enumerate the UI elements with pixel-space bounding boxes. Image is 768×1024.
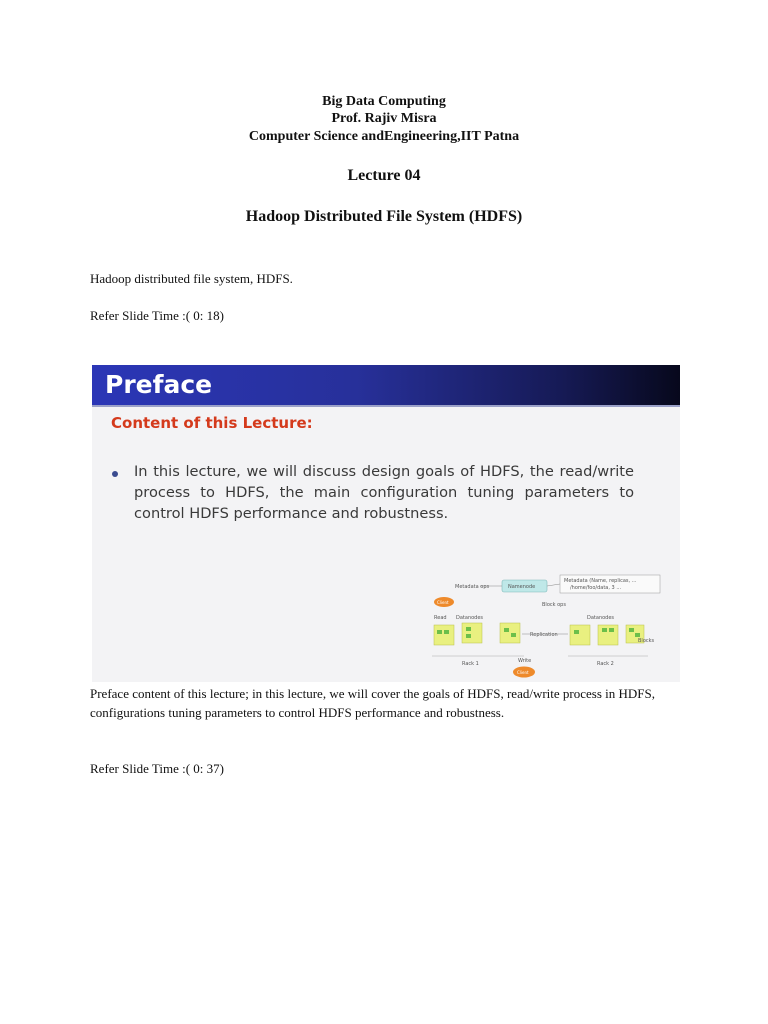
slide-subtitle: Content of this Lecture: (111, 414, 313, 432)
slide-caption-paragraph: Preface content of this lecture; in this lecture, we will cover the goals of HDFS, read/write process in HDFS, configurations tuning parameters to control HDFS performance and robustness. (90, 686, 655, 720)
rack1-label: Rack 1 (462, 661, 479, 667)
professor-name: Prof. Rajiv Misra (331, 111, 437, 126)
write-label: Write (518, 658, 532, 664)
block-ops-label: Block ops (542, 602, 566, 608)
slide-title: Preface (105, 370, 213, 399)
slide-header-bar (92, 365, 680, 405)
datanodes-left-label: Datanodes (456, 615, 484, 621)
read-label: Read (434, 615, 447, 621)
namenode-label: Namenode (508, 584, 536, 590)
blocks-label: Blocks (638, 638, 655, 644)
datanode-box (434, 625, 454, 645)
client-bottom-label: Client (517, 670, 529, 675)
slide-time-1: Refer Slide Time :( 0: 18) (90, 308, 224, 323)
client-top-label: Client (437, 600, 449, 605)
datanode-box (570, 625, 590, 645)
datanode-box (598, 625, 618, 645)
slide-divider (92, 405, 680, 407)
hdfs-architecture-diagram (422, 570, 680, 680)
lecture-number: Lecture 04 (347, 167, 421, 184)
datanode-box (462, 623, 482, 643)
course-title: Big Data Computing (322, 94, 446, 109)
metadata-ops-label: Metadata ops (455, 584, 490, 590)
intro-paragraph: Hadoop distributed file system, HDFS. (90, 271, 293, 286)
rack2-label: Rack 2 (597, 661, 614, 667)
department-name: Computer Science andEngineering,IIT Patna (248, 129, 520, 144)
metadata-label: Metadata (Name, replicas, ... (564, 578, 637, 584)
slide-time-2: Refer Slide Time :( 0: 37) (90, 761, 224, 776)
replication-label: Replication (530, 632, 558, 638)
slide-bullet-text: In this lecture, we will discuss design goals of HDFS, the read/write process to HDFS, the main configuration tuning parameters to control HDFS performance and robustness. (134, 463, 634, 522)
datanode-box (500, 623, 520, 643)
lecture-topic: Hadoop Distributed File System (HDFS) (245, 208, 523, 225)
lecture-slide-image (92, 365, 680, 682)
bullet-icon (112, 471, 118, 477)
metadata-path-label: /home/foo/data, 3 ... (570, 585, 622, 591)
datanodes-right-label: Datanodes (587, 615, 615, 621)
